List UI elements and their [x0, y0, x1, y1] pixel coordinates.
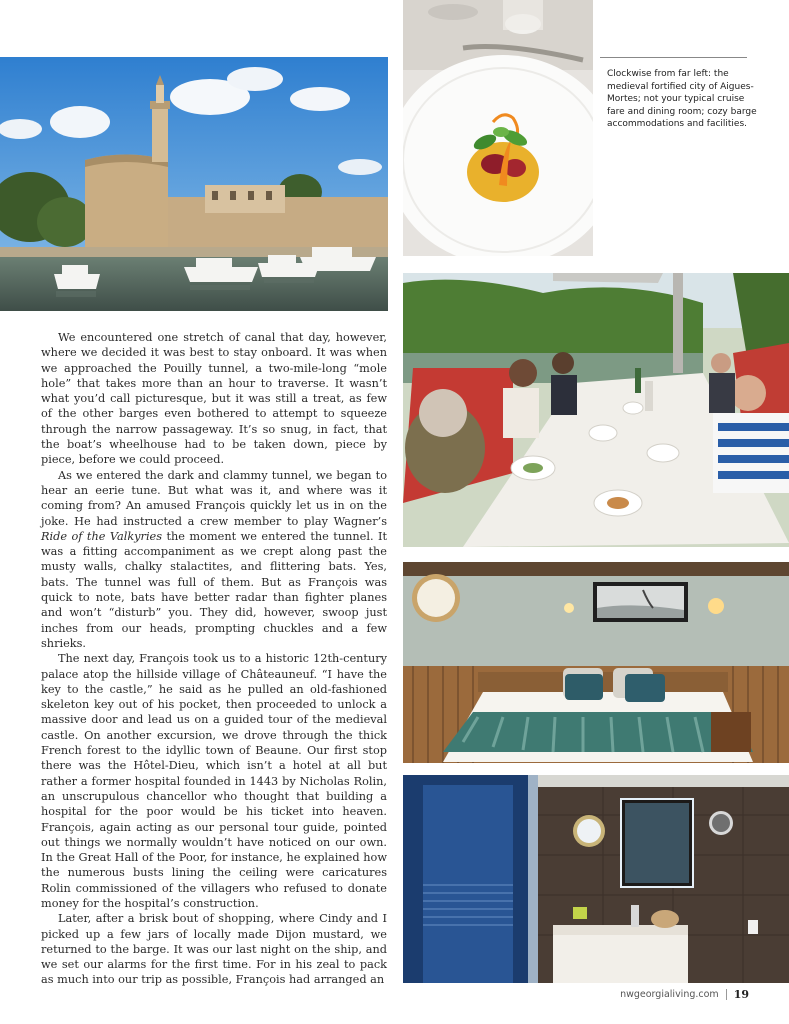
article-paragraph-4: Later, after a brisk bout of shopping, where Cindy and I picked up a few jars of locally made Dijon mustard, we returned to the barge. It was our last night on the ship, and we set our alarms for the first time. For in his zeal to pack as much into our trip as possible, François had arranged an [41, 912, 387, 987]
photo-aigues-mortes [0, 57, 388, 311]
paragraph-2-text-b: the moment we entered the tunnel. It was a fitting accompaniment as we crept along past the musty walls, chalky stalactites, and flittering bats. Yes, bats. The tunnel was full of them. But as François was quick to note, bats have better radar than fighter planes and won’t “disturb” you. They did, however, swoop just inches from our heads, prompting chuckles and a few shrieks. [41, 529, 387, 650]
page-footer [620, 988, 749, 1001]
photo-barge-bathroom [403, 775, 789, 983]
photo-deck-dining [403, 273, 789, 547]
page-number: 19 [733, 988, 749, 1001]
caption-rule [600, 57, 747, 58]
footer-divider [726, 989, 727, 1000]
article-body [41, 330, 387, 988]
article-paragraph-3: The next day, François took us to a historic 12th-century palace atop the hillside village of Châteauneuf. “I have the key to the castle,” he said as he pulled an old-fashioned skeleton key out of his pocket, then proceeded to unlock a massive door and lead us on a guided tour of the medieval castle. On another excursion, we drove through the thick French forest to the idyllic town of Beaune. Our first stop there was the Hôtel-Dieu, which isn’t a hotel at all but rather a former hospital founded in 1443 by Nicholas Rolin, an unscrupulous chancellor who thought that building a hospital for the poor would be his ticket into heaven. François, again acting as our personal tour guide, pointed out things we normally wouldn’t have noticed on our own. In the Great Hall of the Poor, for instance, he explained how the numerous busts lining the ceiling were caricatures Rolin commissioned of the villagers who refused to donate money for the hospital’s construction. [41, 652, 387, 910]
article-paragraph-2 [41, 468, 387, 652]
photo-barge-cabin [403, 562, 789, 763]
photo-caption: Clockwise from far left: the medieval fortified city of Aigues-Mortes; not your typical cruise fare and dining room; cozy barge accommodations and facilities. [607, 69, 757, 129]
italic-title-ride-of-the-valkyries: Ride of the Valkyries [41, 529, 163, 543]
article-paragraph-1: We encountered one stretch of canal that day, however, where we decided it was best to stay onboard. It was when we approached the Pouilly tunnel, a two-mile-long “mole hole” that takes more than an hour to traverse. It wasn’t what you’d call picturesque, but it was still a treat, as few of the other barges even bothered to attempt to squeeze through the narrow passageway. It’s so snug, in fact, that the boat’s wheelhouse had to be taken down, piece by piece, before we could proceed. [41, 331, 387, 467]
footer-site: nwgeorgialiving.com [620, 989, 719, 1000]
paragraph-2-text-a: As we entered the dark and clammy tunnel, we began to hear an eerie tune. But what was it, and where was it coming from? An amused François quickly let us in on the joke. He had instructed a crew member to play Wagner’s [41, 468, 387, 528]
photo-plated-dish [403, 0, 593, 256]
